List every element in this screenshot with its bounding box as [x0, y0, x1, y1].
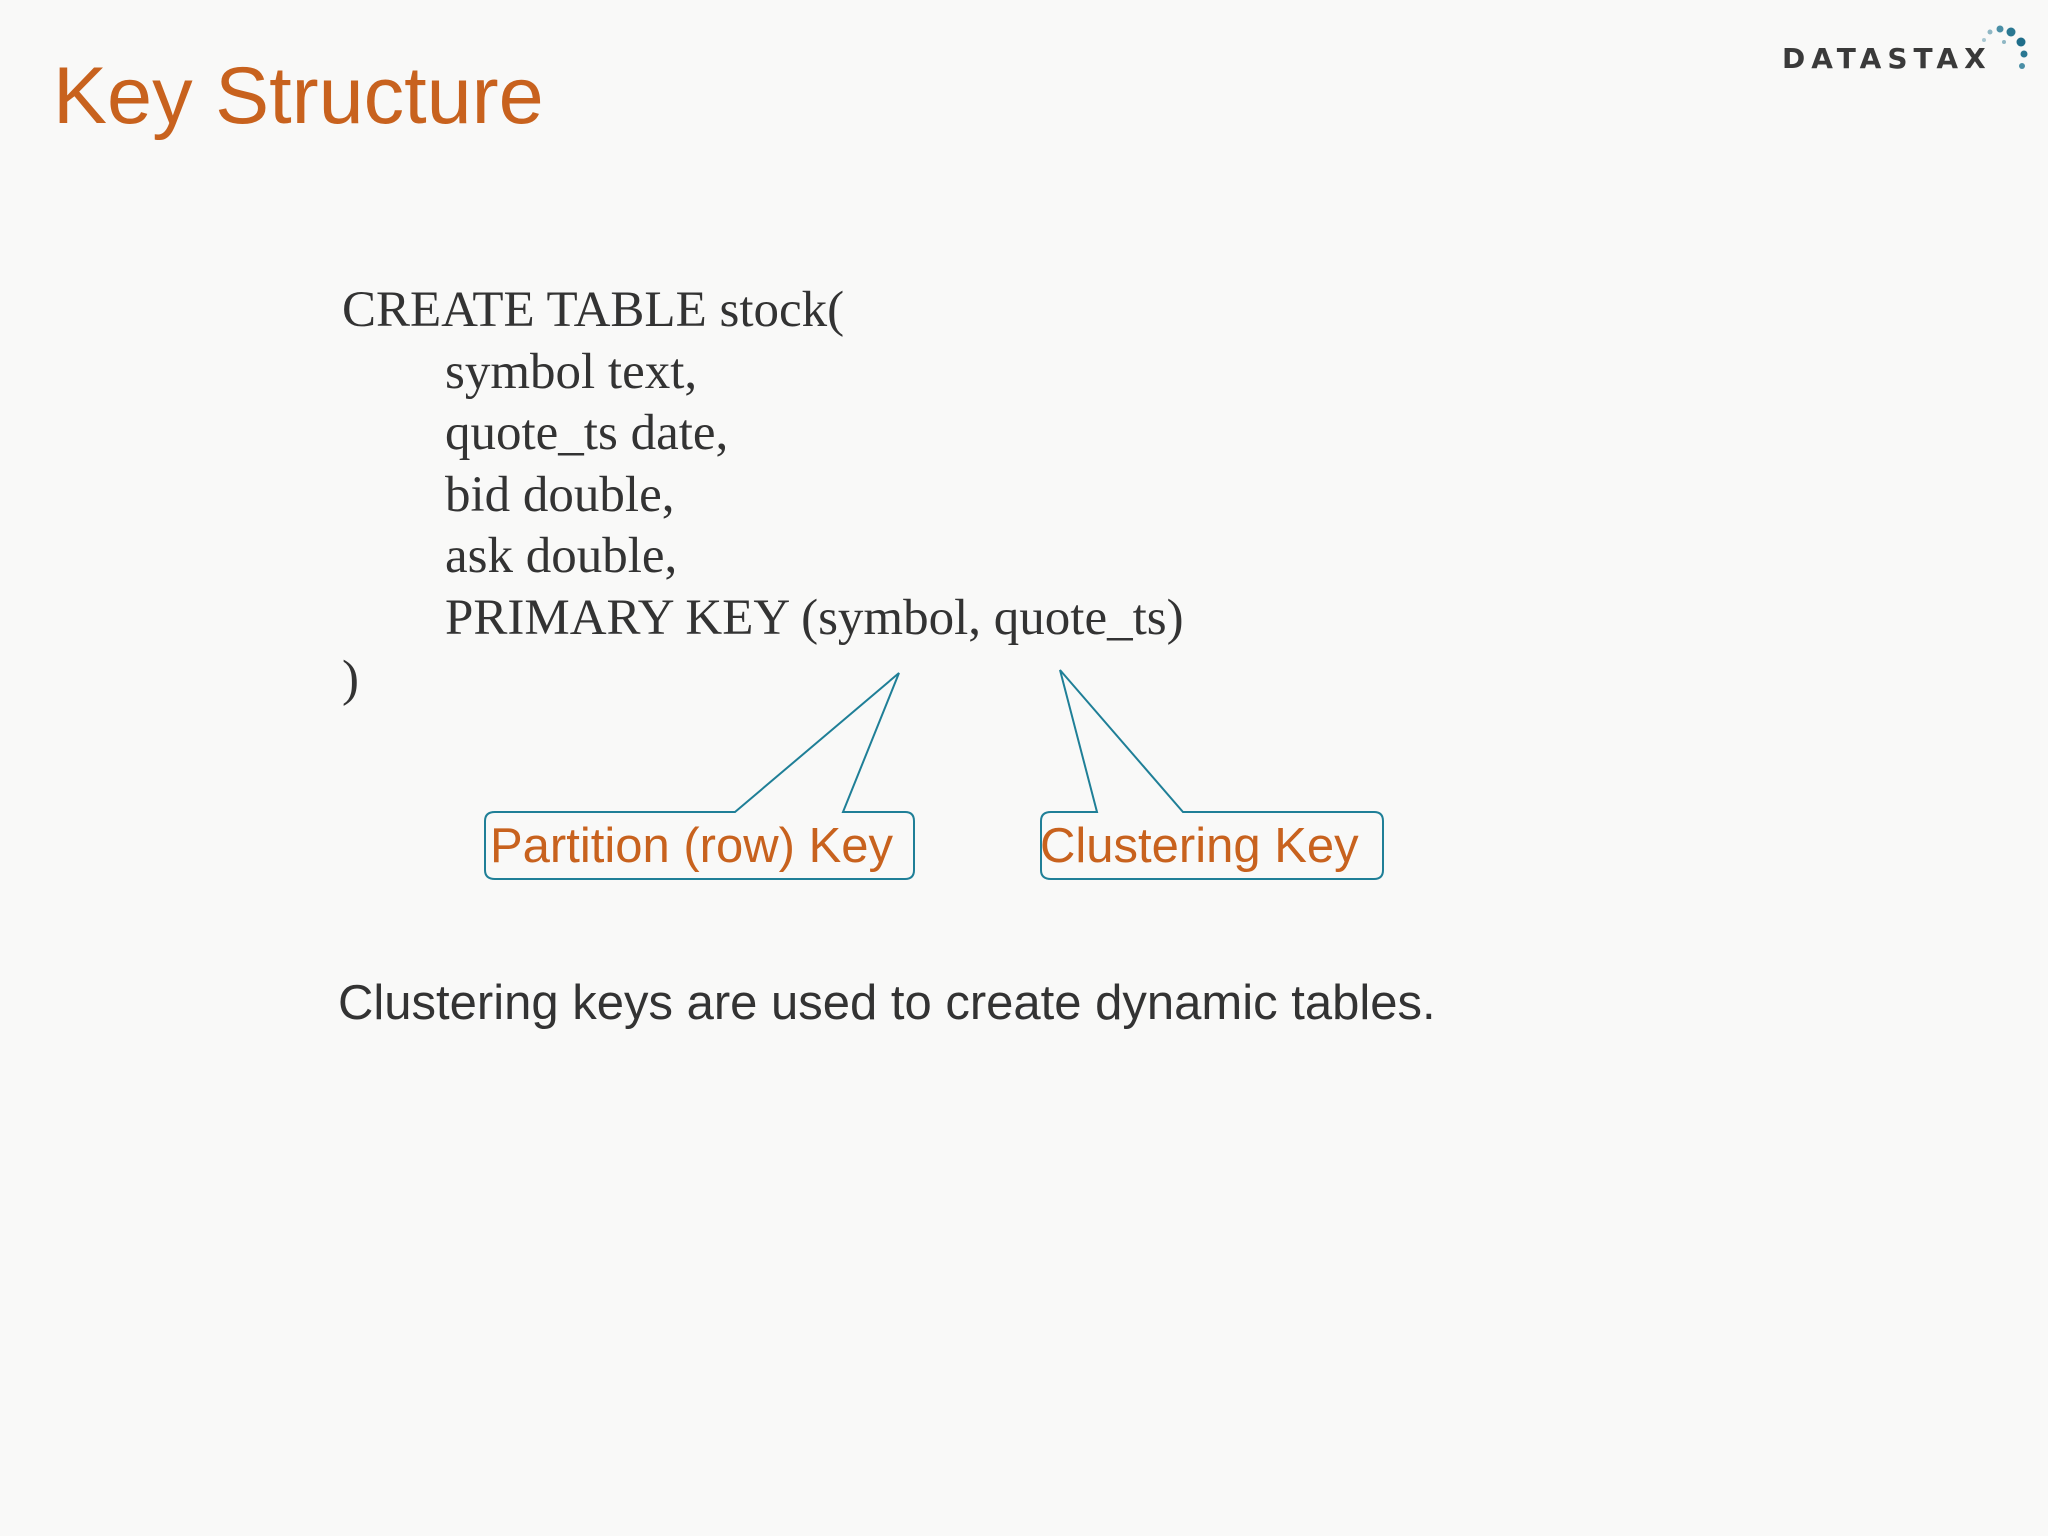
code-line: quote_ts date,: [445, 405, 729, 461]
code-line: bid double,: [445, 466, 675, 523]
logo-text: DATASTAX: [1782, 42, 1992, 75]
code-line: ask double,: [445, 528, 678, 584]
partition-key-label: Partition (row) Key: [490, 819, 894, 873]
code-line: ): [342, 651, 359, 707]
code-line: CREATE TABLE stock(: [342, 282, 845, 338]
clustering-note: Clustering keys are used to create dynamic tables.: [338, 976, 1436, 1030]
code-line-primary-key: PRIMARY KEY (symbol, quote_ts): [445, 589, 1184, 646]
clustering-key-label: Clustering Key: [1040, 819, 1359, 873]
slide-title: Key Structure: [53, 51, 544, 141]
code-line: symbol text,: [445, 343, 698, 400]
